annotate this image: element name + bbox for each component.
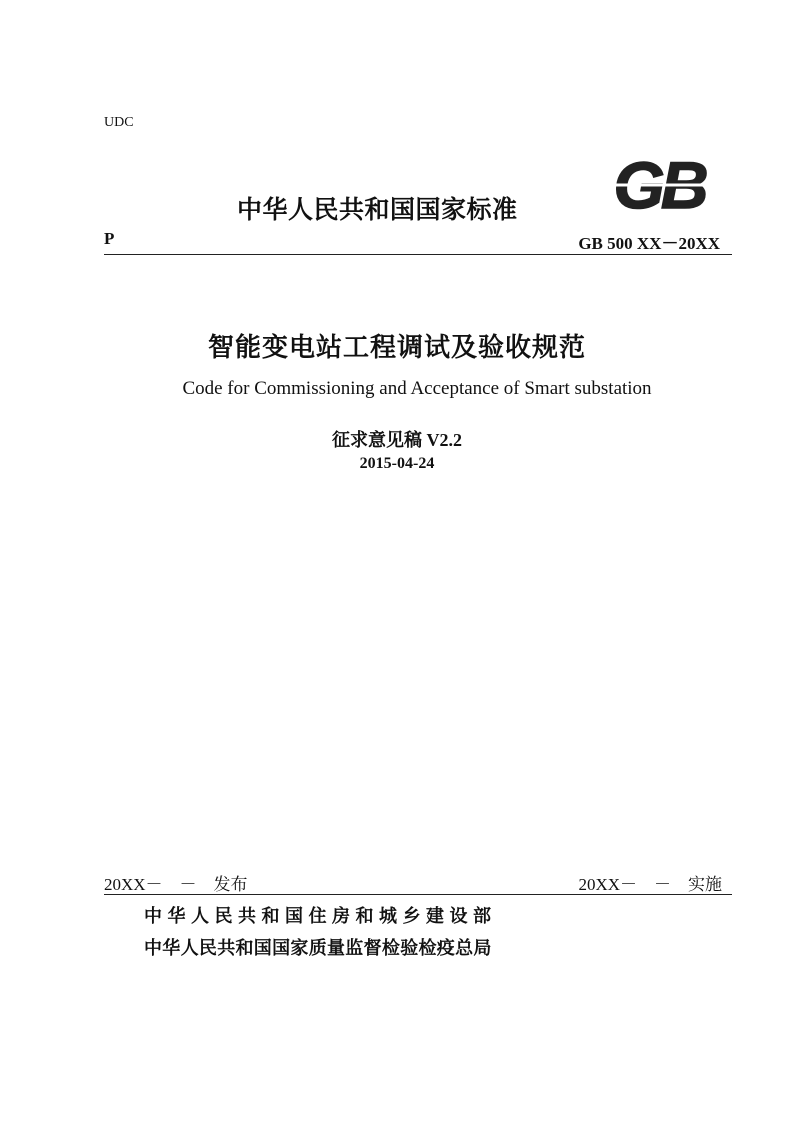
issuer-administration: 中华人民共和国国家质量监督检验检疫总局 xyxy=(144,938,492,959)
issuer-ministry: 中华人民共和国住房和城乡建设部 xyxy=(144,906,497,927)
national-standard-title: 中华人民共和国国家标准 xyxy=(237,195,518,224)
udc-label: UDC xyxy=(104,115,134,130)
header-divider xyxy=(104,254,732,255)
publish-date: 20XX－ － 发布 xyxy=(104,875,248,894)
draft-version: 征求意见稿 V2.2 xyxy=(332,430,462,450)
standard-number: GB 500 XX－20XX xyxy=(578,234,720,253)
footer-divider xyxy=(104,894,732,895)
document-title-english: Code for Commissioning and Acceptance of Smart substation xyxy=(182,378,652,399)
gb-logo xyxy=(597,154,721,216)
document-title-chinese: 智能变电站工程调试及验收规范 xyxy=(207,333,586,363)
implement-date: 20XX－ － 实施 xyxy=(578,875,722,894)
draft-date: 2015-04-24 xyxy=(359,455,435,472)
gb-logo-text: GB xyxy=(613,154,705,216)
classification-code: P xyxy=(104,229,115,248)
